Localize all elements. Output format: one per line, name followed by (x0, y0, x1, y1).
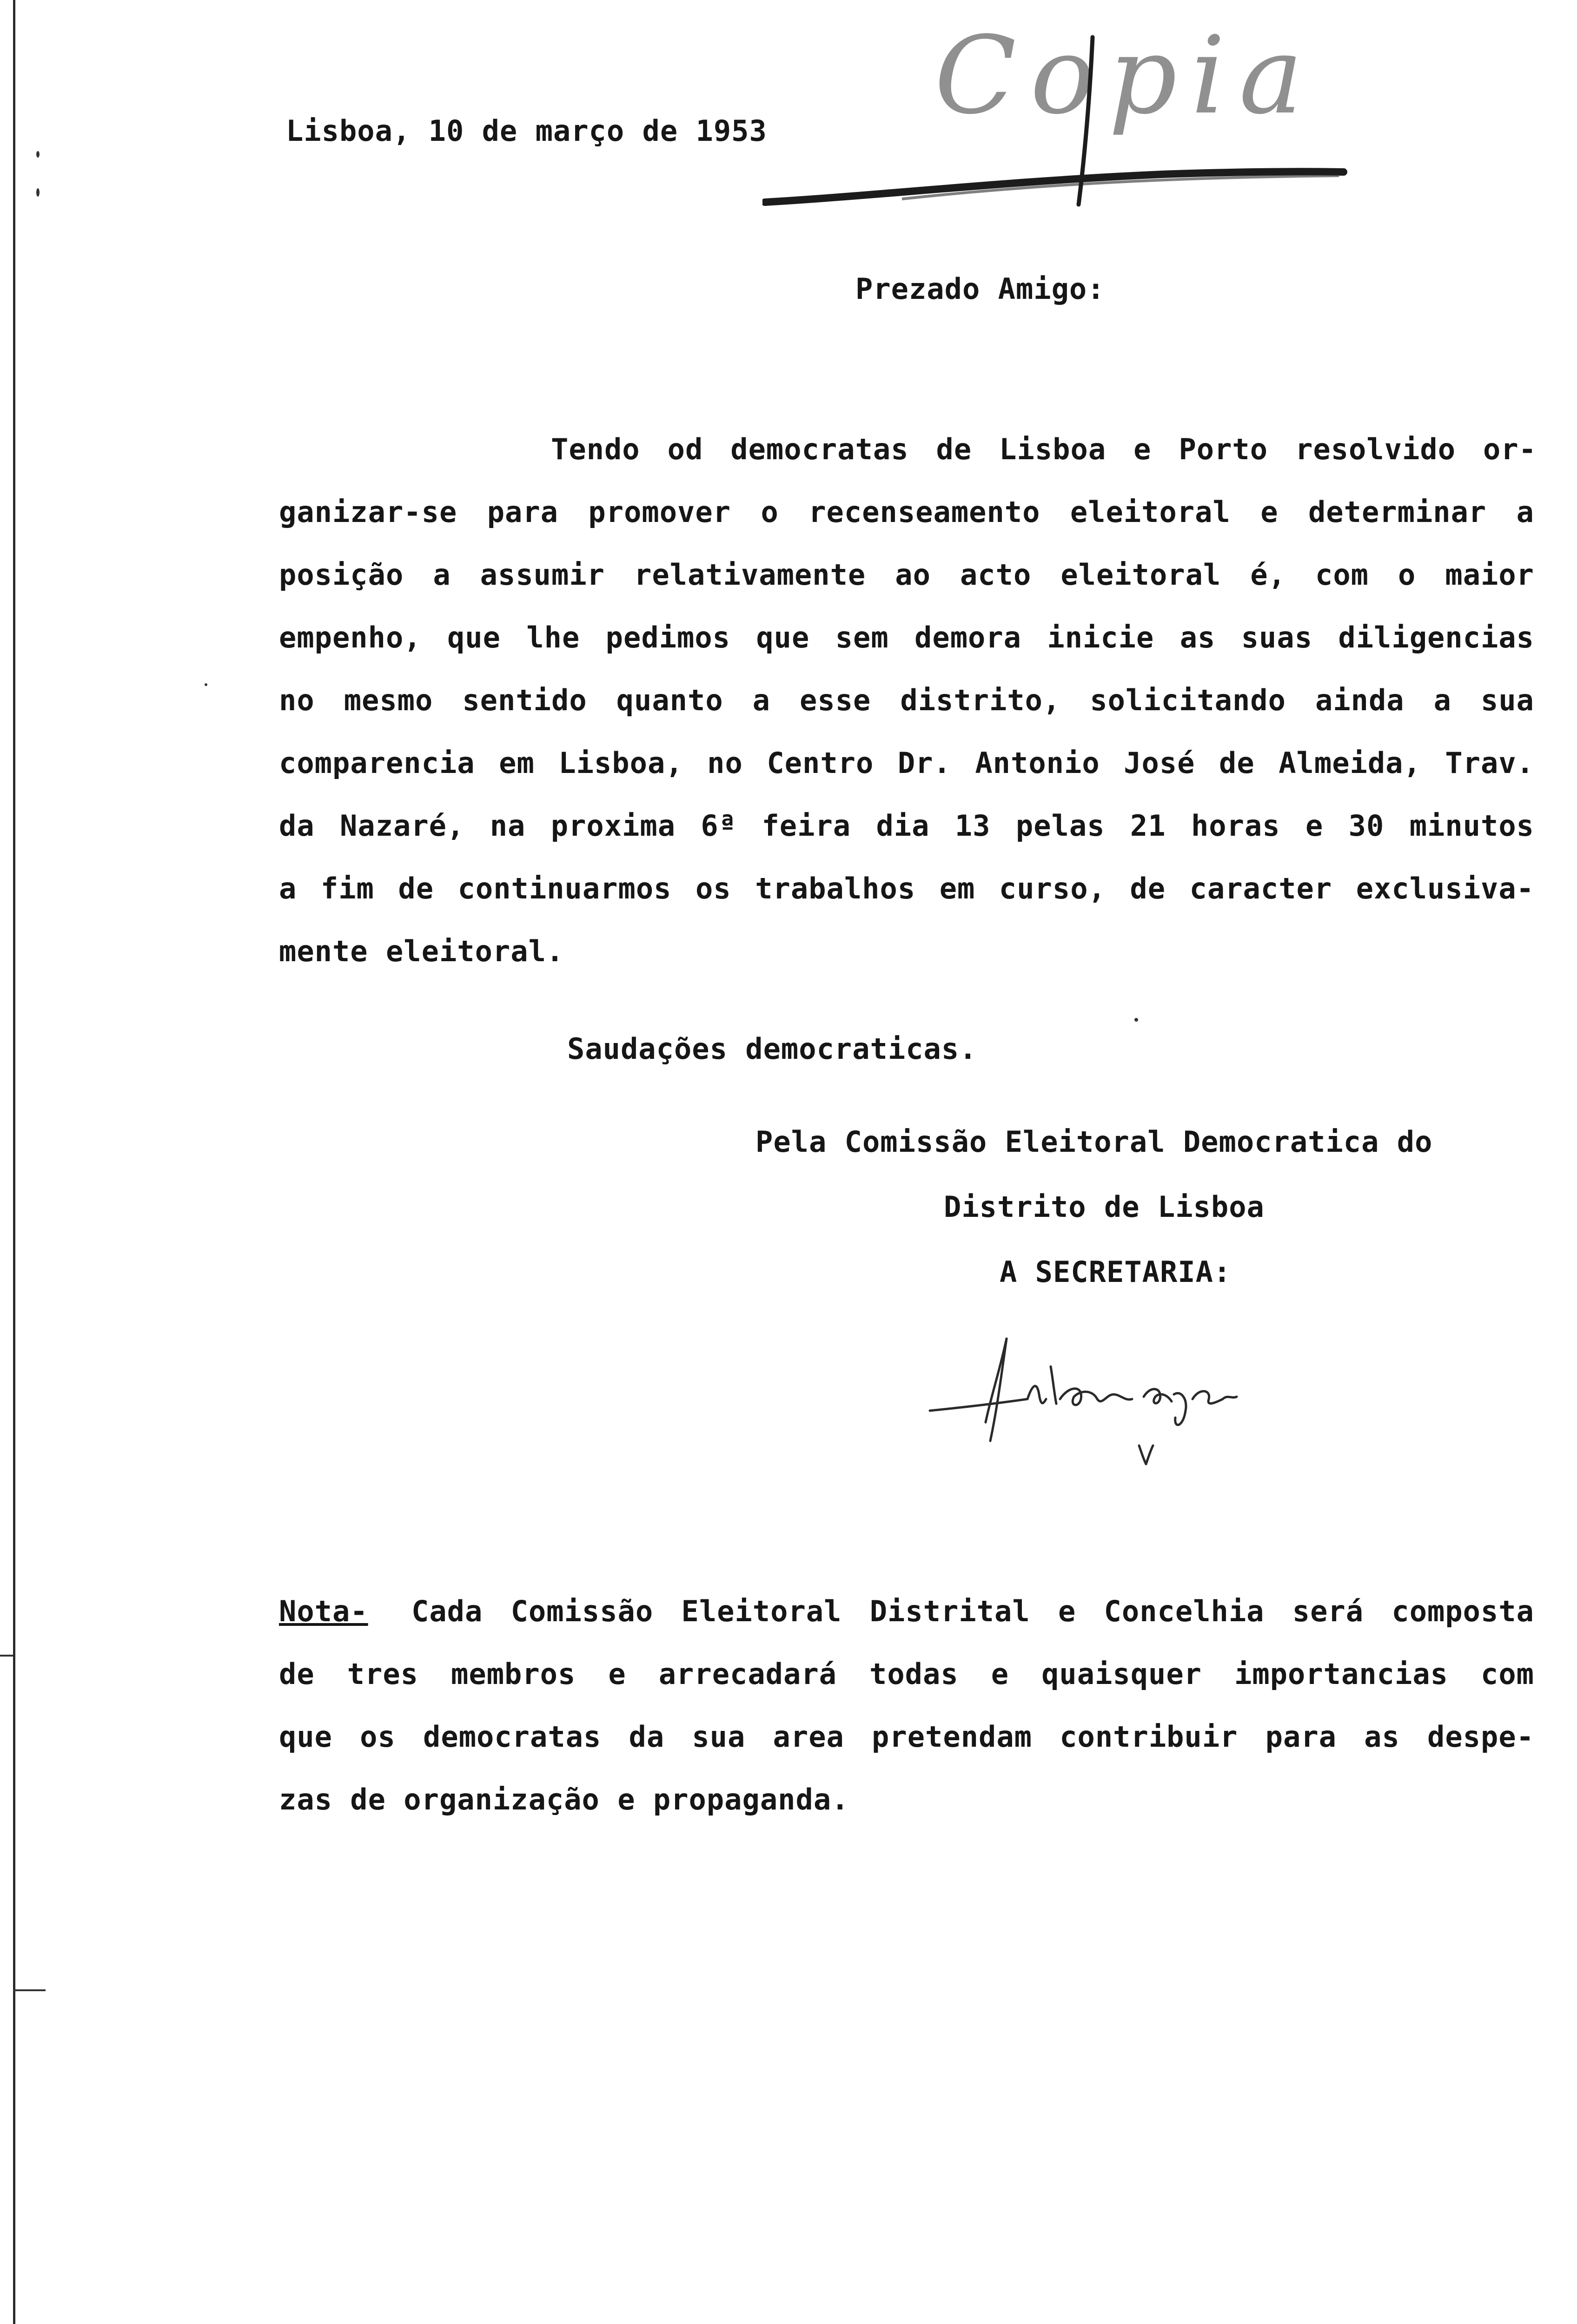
date-line: Lisboa, 10 de março de 1953 (286, 114, 767, 148)
body-line: empenho, que lhe pedimos que sem demora inicie as suas diligencias (279, 621, 1534, 654)
copy-stamp: Copia (934, 14, 1317, 138)
salutation: Prezado Amigo: (855, 272, 1105, 306)
edge-mark (13, 1989, 46, 1991)
note-line: Cada Comissão Eleitoral Distrital e Concelhia será composta (411, 1594, 1534, 1628)
body-line: posição a assumir relativamente ao acto eleitoral é, com o maior (279, 558, 1534, 592)
closing: Saudações democraticas. (567, 1032, 977, 1066)
edge-mark (0, 1655, 13, 1657)
scan-speck (36, 188, 40, 197)
signature-org-line: Pela Comissão Eleitoral Democratica do (755, 1125, 1433, 1159)
note-line: que os democratas da sua area pretendam contribuir para as despe- (279, 1720, 1534, 1754)
stamp-stroke (1060, 33, 1116, 209)
body-line: mente eleitoral. (279, 934, 564, 968)
body-line: da Nazaré, na proxima 6ª feira dia 13 pelas 21 horas e 30 minutos (279, 809, 1534, 843)
stamp-underline (762, 158, 1348, 214)
signature-role-line: A SECRETARIA: (1000, 1255, 1232, 1289)
body-line: no mesmo sentido quanto a esse distrito, solicitando ainda a sua (279, 683, 1534, 717)
body-line: a fim de continuarmos os trabalhos em curso, de caracter exclusiva- (279, 872, 1534, 905)
body-line: comparencia em Lisboa, no Centro Dr. Antonio José de Almeida, Trav. (279, 746, 1534, 780)
note-line: zas de organização e propaganda. (279, 1783, 849, 1816)
page-left-edge (13, 0, 15, 2324)
body-line: Tendo od democratas de Lisboa e Porto resolvido or- (551, 432, 1537, 466)
note-line: de tres membros e arrecadará todas e quaisquer importancias com (279, 1657, 1534, 1691)
body-line: ganizar-se para promover o recenseamento eleitoral e determinar a (279, 495, 1534, 529)
scan-speck (1134, 1018, 1138, 1022)
handwritten-signature (921, 1329, 1302, 1483)
scan-speck (36, 151, 40, 158)
scan-speck (205, 683, 207, 686)
note-label: Nota- (279, 1594, 368, 1628)
signature-district-line: Distrito de Lisboa (944, 1190, 1265, 1224)
